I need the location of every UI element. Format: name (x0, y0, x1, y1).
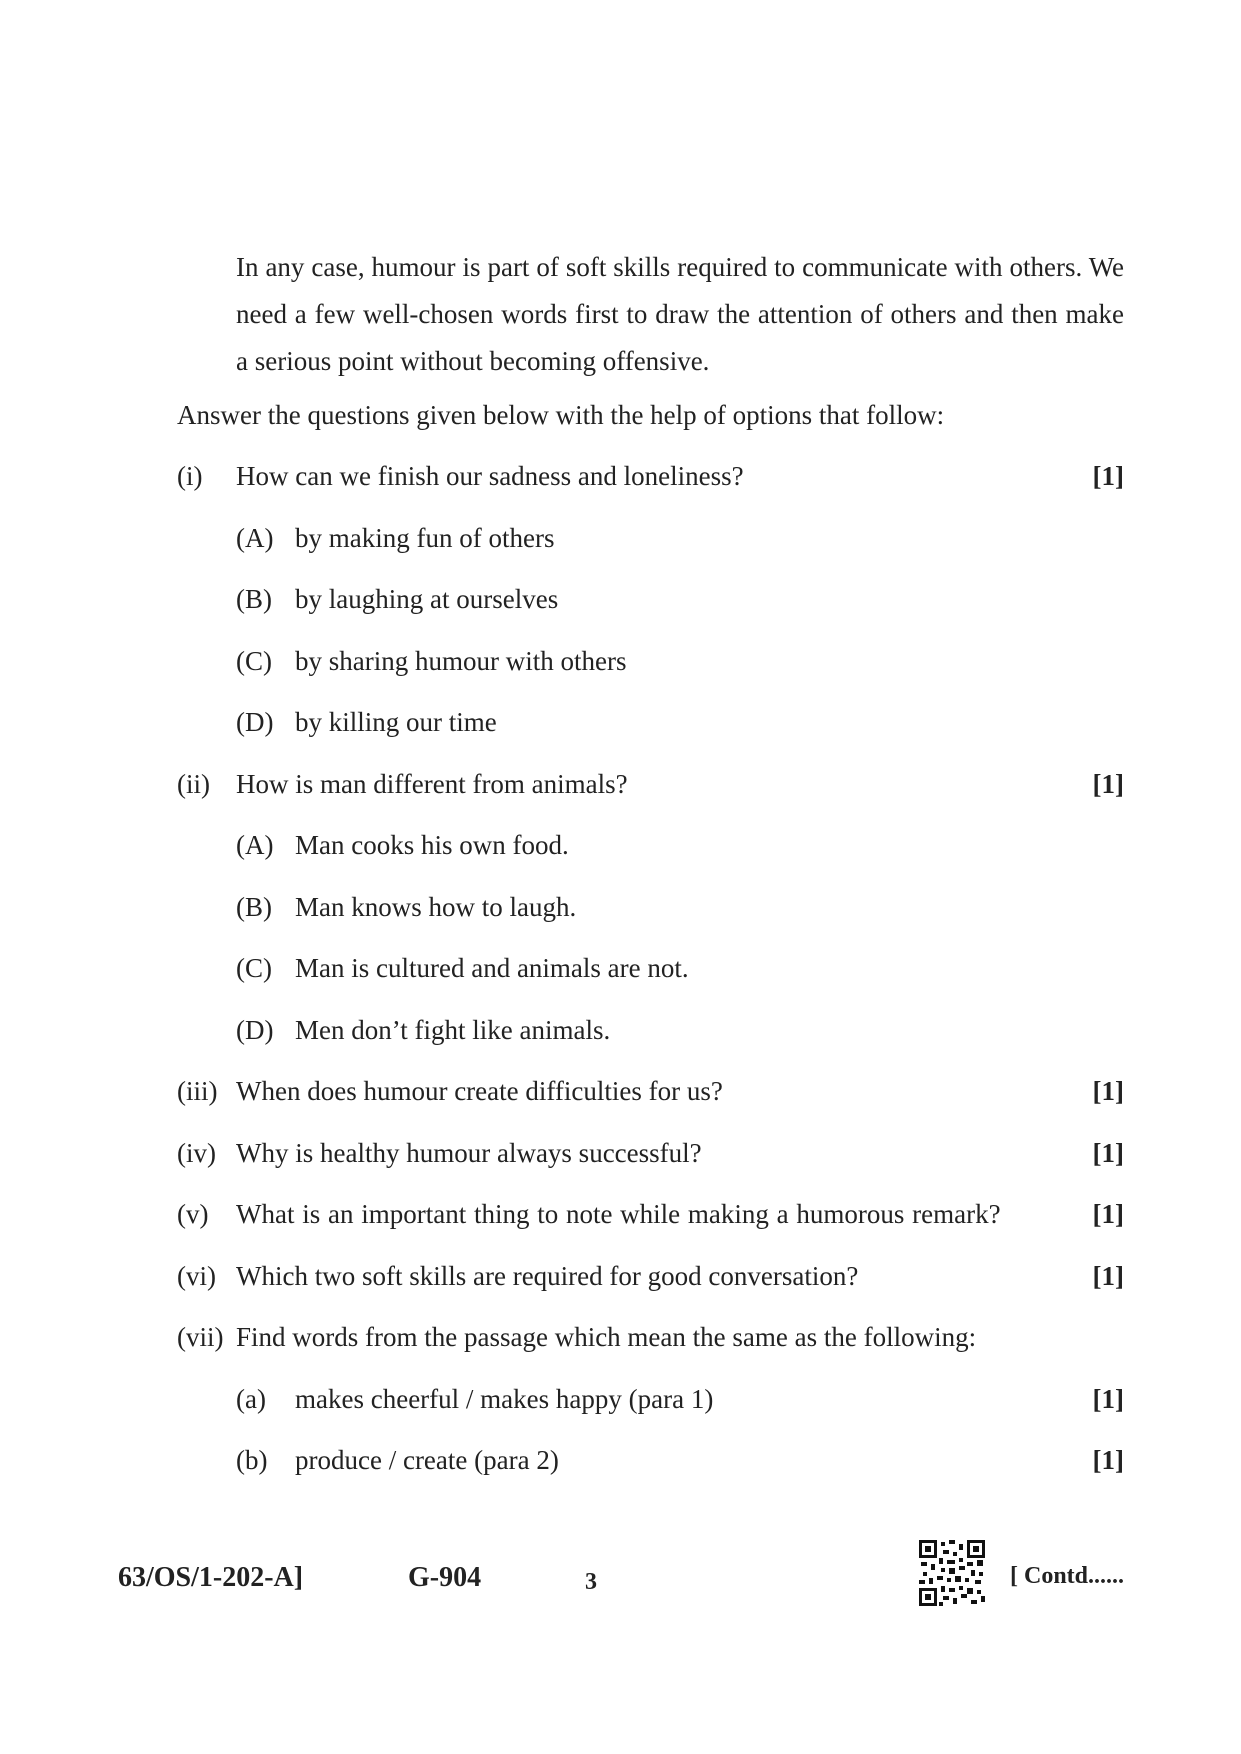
sub-question-key: (b) (236, 1445, 268, 1475)
question-number: (vii) (177, 1322, 224, 1352)
marks-label: [1] (1092, 1384, 1124, 1414)
option-key: (C) (236, 646, 272, 676)
marks-label: [1] (1092, 1199, 1124, 1229)
option-key: (B) (236, 584, 272, 614)
question-number: (vi) (177, 1261, 216, 1291)
instruction-text: Answer the questions given below with the help of options that follow: (177, 400, 945, 430)
question-text: What is an important thing to note while making a humorous remark? (236, 1199, 1001, 1229)
question-number: (i) (177, 461, 203, 491)
question-text: Which two soft skills are required for good conversation? (236, 1261, 859, 1291)
sub-question-text: produce / create (para 2) (295, 1445, 559, 1475)
option-text: by making fun of others (295, 523, 555, 553)
option-text: Men don’t fight like animals. (295, 1015, 611, 1045)
option-text: Man cooks his own food. (295, 830, 569, 860)
marks-label: [1] (1092, 461, 1124, 491)
marks-label: [1] (1092, 1445, 1124, 1475)
option-key: (A) (236, 523, 274, 553)
option-text: by sharing humour with others (295, 646, 627, 676)
marks-label: [1] (1092, 769, 1124, 799)
passage-paragraph: In any case, humour is part of soft skills required to communicate with others. We need a few well-chosen words first to draw the attention of others and then make a serious point without becoming offensive. (236, 252, 1124, 376)
question-text: When does humour create difficulties for us? (236, 1076, 723, 1106)
paper-code: 63/OS/1-202-A] (118, 1562, 304, 1593)
option-text: by laughing at ourselves (295, 584, 559, 614)
question-text: How is man different from animals? (236, 769, 628, 799)
question-number: (ii) (177, 769, 210, 799)
question-text: How can we finish our sadness and loneliness? (236, 461, 744, 491)
option-text: Man is cultured and animals are not. (295, 953, 689, 983)
option-key: (D) (236, 1015, 274, 1045)
marks-label: [1] (1092, 1076, 1124, 1106)
option-key: (B) (236, 892, 272, 922)
question-number: (v) (177, 1199, 209, 1229)
option-key: (A) (236, 830, 274, 860)
question-text: Find words from the passage which mean the same as the following: (236, 1322, 977, 1352)
question-number: (iv) (177, 1138, 216, 1168)
sub-question-text: makes cheerful / makes happy (para 1) (295, 1384, 714, 1414)
sub-question-key: (a) (236, 1384, 266, 1414)
option-key: (C) (236, 953, 272, 983)
option-text: Man knows how to laugh. (295, 892, 577, 922)
marks-label: [1] (1092, 1138, 1124, 1168)
qr-code-icon (919, 1540, 985, 1606)
question-text: Why is healthy humour always successful? (236, 1138, 702, 1168)
series-code: G-904 (408, 1562, 482, 1593)
marks-label: [1] (1092, 1261, 1124, 1291)
option-text: by killing our time (295, 707, 497, 737)
page-number: 3 (585, 1569, 597, 1595)
option-key: (D) (236, 707, 274, 737)
continued-label: [ Contd...... (1010, 1563, 1125, 1589)
question-number: (iii) (177, 1076, 218, 1106)
